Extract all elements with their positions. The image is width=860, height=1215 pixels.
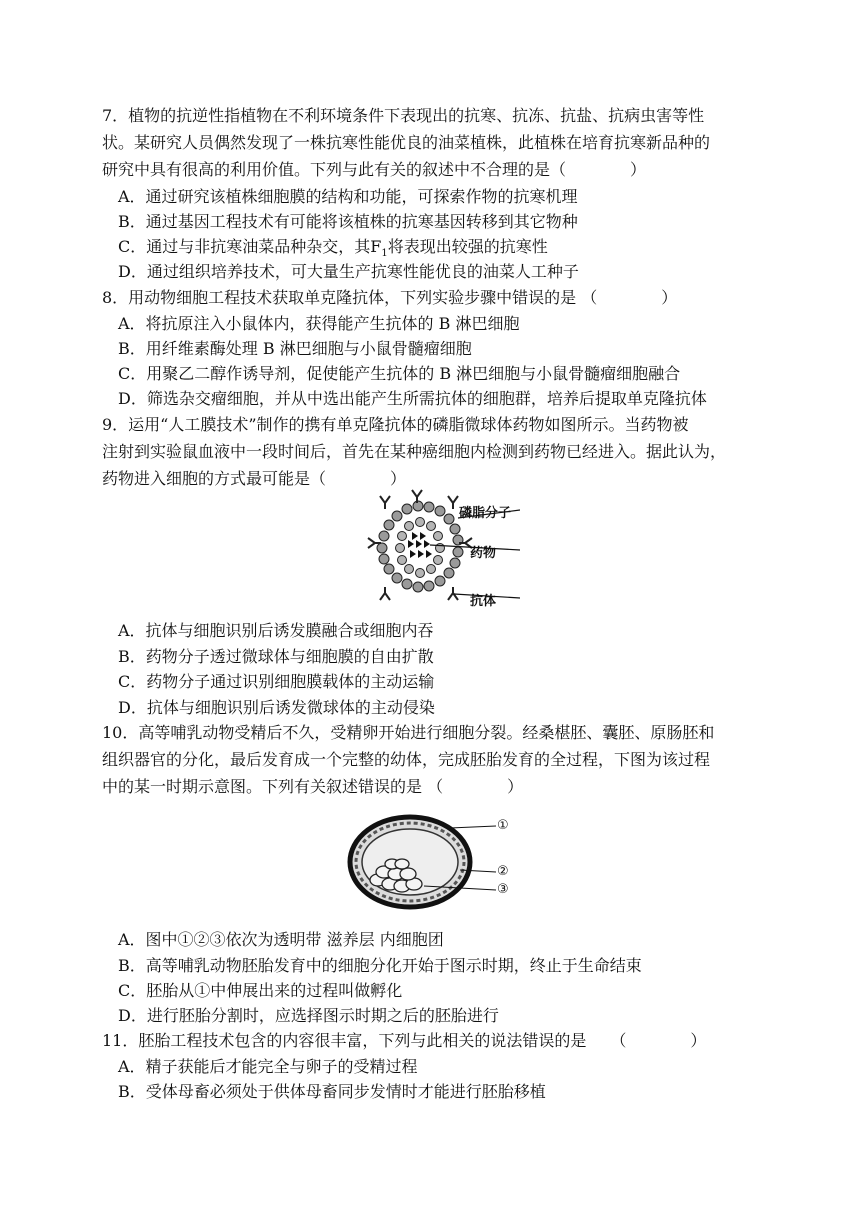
figure-label-1: ① [497,818,509,833]
figure-label-2: ② [497,864,509,879]
figure-label-antibody: 抗体 [470,594,497,609]
blastocyst-figure [340,812,520,912]
q11-option-b: B．受体母畜必须处于供体母畜同步发情时才能进行胚胎移植 [118,1082,546,1101]
q11-stem-line1: 11．胚胎工程技术包含的内容很丰富，下列与此相关的说法错误的是 （ ） [102,1031,707,1050]
q10-option-a: A．图中①②③依次为透明带 滋养层 内细胞团 [118,930,444,949]
q7-stem-line3: 研究中具有很高的利用价值。下列与此有关的叙述中不合理的是（ ） [102,160,647,179]
q9-option-a: A．抗体与细胞识别后诱发膜融合或细胞内吞 [118,621,434,640]
figure-label-phospholipid: 磷脂分子 [459,506,512,521]
q7-option-b: B．通过基因工程技术有可能将该植株的抗寒基因转移到其它物种 [118,212,578,231]
q11-option-a: A．精子获能后才能完全与卵子的受精过程 [118,1057,418,1076]
q9-stem-line1: 9．运用“人工膜技术”制作的携有单克隆抗体的磷脂微球体药物如图所示。当药物被 [102,415,689,434]
q9-option-b: B．药物分子透过微球体与细胞膜的自由扩散 [118,647,434,666]
q8-stem-line1: 8．用动物细胞工程技术获取单克隆抗体，下列实验步骤中错误的是 （ ） [102,288,678,307]
q10-option-c: C．胚胎从①中伸展出来的过程叫做孵化 [118,981,403,1000]
q8-option-d: D．筛选杂交瘤细胞，并从中选出能产生所需抗体的细胞群，培养后提取单克隆抗体 [118,389,707,408]
blastocyst-diagram [340,812,520,912]
q7-option-c: C．通过与非抗寒油菜品种杂交，其$F_1$将表现出较强的抗寒性 [118,237,548,260]
q7-stem-line1: 7．植物的抗逆性指植物在不利环境条件下表现出的抗寒、抗冻、抗盐、抗病虫害等性 [102,106,705,125]
q9-stem-line3: 药物进入细胞的方式最可能是（ ） [102,469,407,488]
figure-label-3: ③ [497,882,509,897]
q9-option-c: C．药物分子通过识别细胞膜载体的主动运输 [118,672,435,691]
q7-option-d: D．通过组织培养技术，可大量生产抗寒性能优良的油菜人工种子 [118,262,579,281]
q10-stem-line3: 中的某一时期示意图。下列有关叙述错误的是 （ ） [102,777,524,796]
q10-stem-line2: 组织器官的分化，最后发育成一个完整的幼体，完成胚胎发育的全过程，下图为该过程 [102,750,711,769]
q7-option-a: A．通过研究该植株细胞膜的结构和功能，可探索作物的抗寒机理 [118,187,578,206]
q10-option-b: B．高等哺乳动物胚胎发育中的细胞分化开始于图示时期，终止于生命结束 [118,956,642,975]
figure-label-drug: 药物 [470,546,497,561]
q8-option-c: C．用聚乙二醇作诱导剂，促使能产生抗体的 B 淋巴细胞与小鼠骨髓瘤细胞融合 [118,364,681,383]
q10-stem-line1: 10．高等哺乳动物受精后不久，受精卵开始进行细胞分裂。经桑椹胚、囊胚、原肠胚和 [102,723,715,742]
q10-option-d: D．进行胚胎分割时，应选择图示时期之后的胚胎进行 [118,1006,499,1025]
q9-stem-line2: 注射到实验鼠血液中一段时间后，首先在某种癌细胞内检测到药物已经进入。据此认为， [102,442,727,461]
q9-option-d: D．抗体与细胞识别后诱发微球体的主动侵染 [118,698,435,717]
q7-stem-line2: 状。某研究人员偶然发现了一株抗寒性能优良的油菜植株，此植株在培育抗寒新品种的 [102,133,711,152]
q8-option-a: A．将抗原注入小鼠体内，获得能产生抗体的 B 淋巴细胞 [118,314,520,333]
q8-option-b: B．用纤维素酶处理 B 淋巴细胞与小鼠骨髓瘤细胞 [118,339,472,358]
